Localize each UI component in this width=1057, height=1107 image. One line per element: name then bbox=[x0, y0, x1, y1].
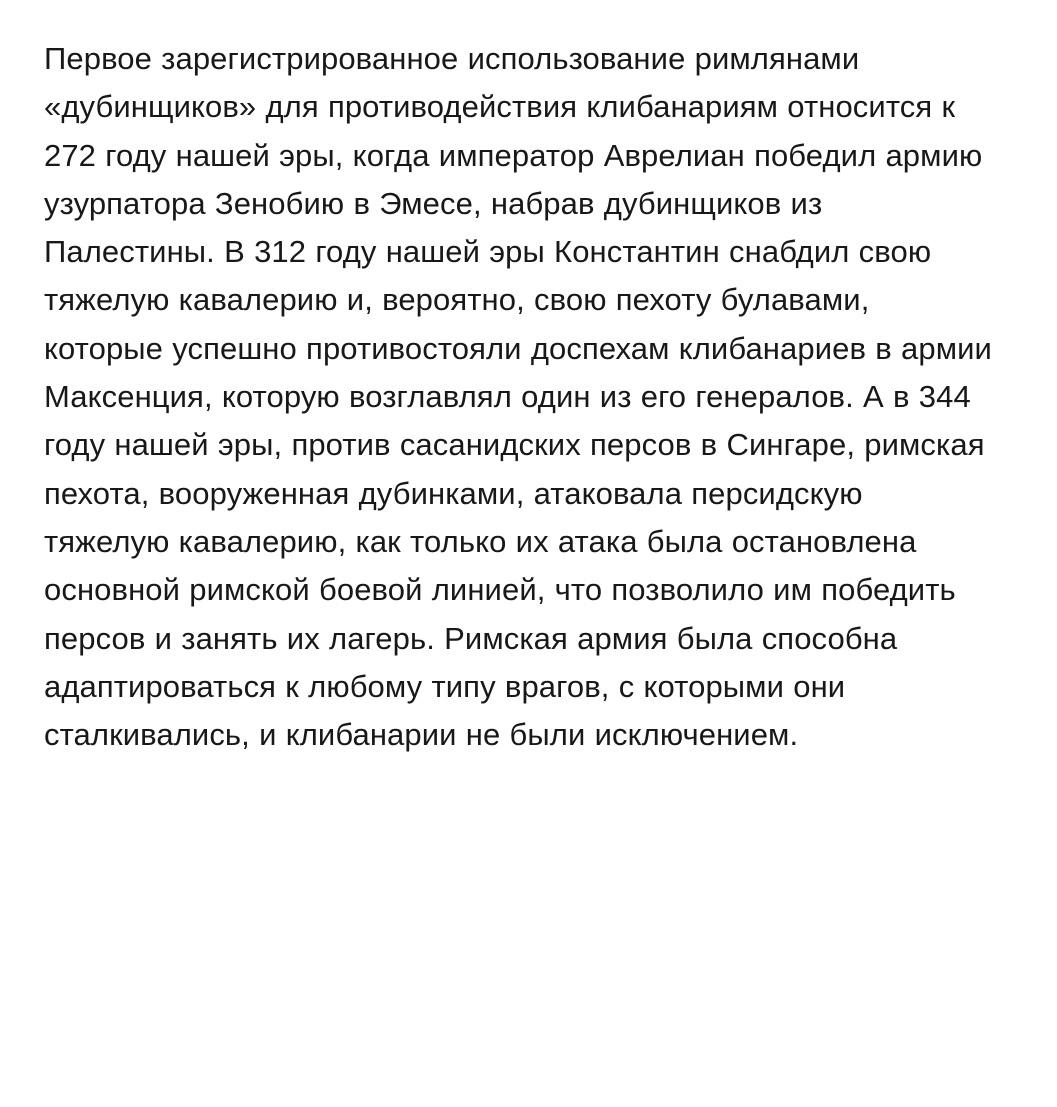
article-body-paragraph: Первое зарегистрированное использование римлянами «дубинщиков» для противодействия клибанариям относится к 272 году нашей эры, когда император Аврелиан победил армию узурпатора Зенобию в Эмесе, набрав дубинщиков из Палестины. В 312 году нашей эры Константин снабдил свою тяжелую кавалерию и, вероятно, свою пехоту булавами, которые успешно противостояли доспехам клибанариев в армии Максенция, которую возглавлял один из его генералов. А в 344 году нашей эры, против сасанидских персов в Сингаре, римская пехота, вооруженная дубинками, атаковала персидскую тяжелую кавалерию, как только их атака была остановлена основной римской боевой линией, что позволило им победить персов и занять их лагерь. Римская армия была способна адаптироваться к любому типу врагов, с которыми они сталкивались, и клибанарии не были исключением. bbox=[44, 41, 1002, 753]
